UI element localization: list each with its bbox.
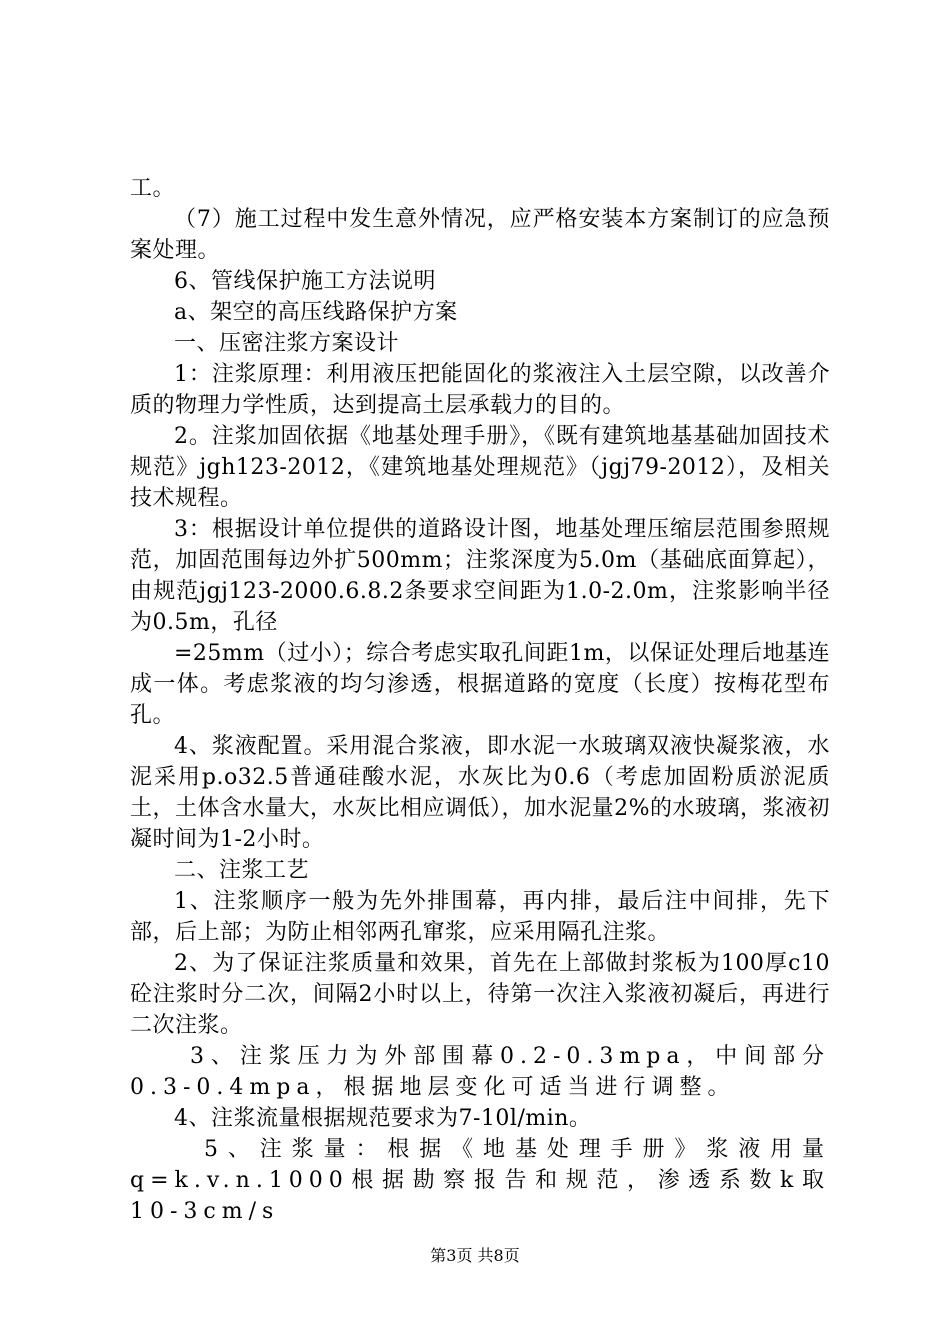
subsection-heading-a: a、架空的高压线路保护方案 (174, 300, 458, 325)
paragraph-grouting-volume: 5、注浆量：根据《地基处理手册》浆液用量q=k.v.n.1000根据勘察报告和规范，渗透系数k取10-3cm/s (130, 1137, 830, 1224)
paragraph-grouting-pressure: 3、注浆压力为外部围幕0.2-0.3mpa，中间部分0.3-0.4mpa，根据地层变化可适当进行调整。 (130, 1044, 830, 1100)
heading-grouting-process: 二、注浆工艺 (174, 858, 310, 883)
paragraph-slurry-mix: 4、浆液配置。采用混合浆液，即水泥一水玻璃双液快凝浆液，水泥采用p.o32.5普通硅酸水泥，水灰比为0.6（考虑加固粉质淤泥质土，土体含水量大，水灰比相应调低），加水泥量2%的水玻璃，浆液初凝时间为1-2小时。 (130, 734, 830, 852)
paragraph-grouting-order: 1、注浆顺序一般为先外排围幕，再内排，最后注中间排，先下部，后上部；为防止相邻两孔窜浆，应采用隔孔注浆。 (130, 889, 830, 945)
paragraph-grouting-flow: 4、注浆流量根据规范要求为7-10l/min。 (174, 1106, 592, 1131)
paragraph-grouting-basis: 2。注浆加固依据《地基处理手册》，《既有建筑地基基础加固技术规范》jgh123-2012，《建筑地基处理规范》（jgj79-2012），及相关技术规程。 (130, 424, 830, 511)
heading-grouting-design: 一、压密注浆方案设计 (174, 331, 400, 356)
paragraph-continuation: 工。 (130, 176, 176, 201)
paragraph-grouting-quality: 2、为了保证注浆质量和效果，首先在上部做封浆板为100厚c10砼注浆时分二次，间隔2小时以上，待第一次注入浆液初凝后，再进行二次注浆。 (130, 951, 830, 1038)
paragraph-item-7: （7）施工过程中发生意外情况，应严格安装本方案制订的应急预案处理。 (130, 207, 830, 263)
paragraph-design-scope: 3：根据设计单位提供的道路设计图，地基处理压缩层范围参照规范，加固范围每边外扩500mm；注浆深度为5.0m（基础底面算起），由规范jgj123-2000.6.8.2条要求空间距为1.0-2.0m，注浆影响半径为0.5m，孔径 (130, 517, 830, 635)
section-heading-6: 6、管线保护施工方法说明 (174, 269, 436, 294)
document-body (130, 173, 830, 1227)
page-footer: 第3页 共8页 (430, 1246, 520, 1265)
paragraph-hole-spacing: =25mm（过小）；综合考虑实取孔间距1m，以保证处理后地基连成一体。考虑浆液的均匀渗透，根据道路的宽度（长度）按梅花型布孔。 (130, 641, 830, 728)
paragraph-grouting-principle: 1：注浆原理：利用液压把能固化的浆液注入土层空隙，以改善介质的物理力学性质，达到提高土层承载力的目的。 (130, 362, 830, 418)
